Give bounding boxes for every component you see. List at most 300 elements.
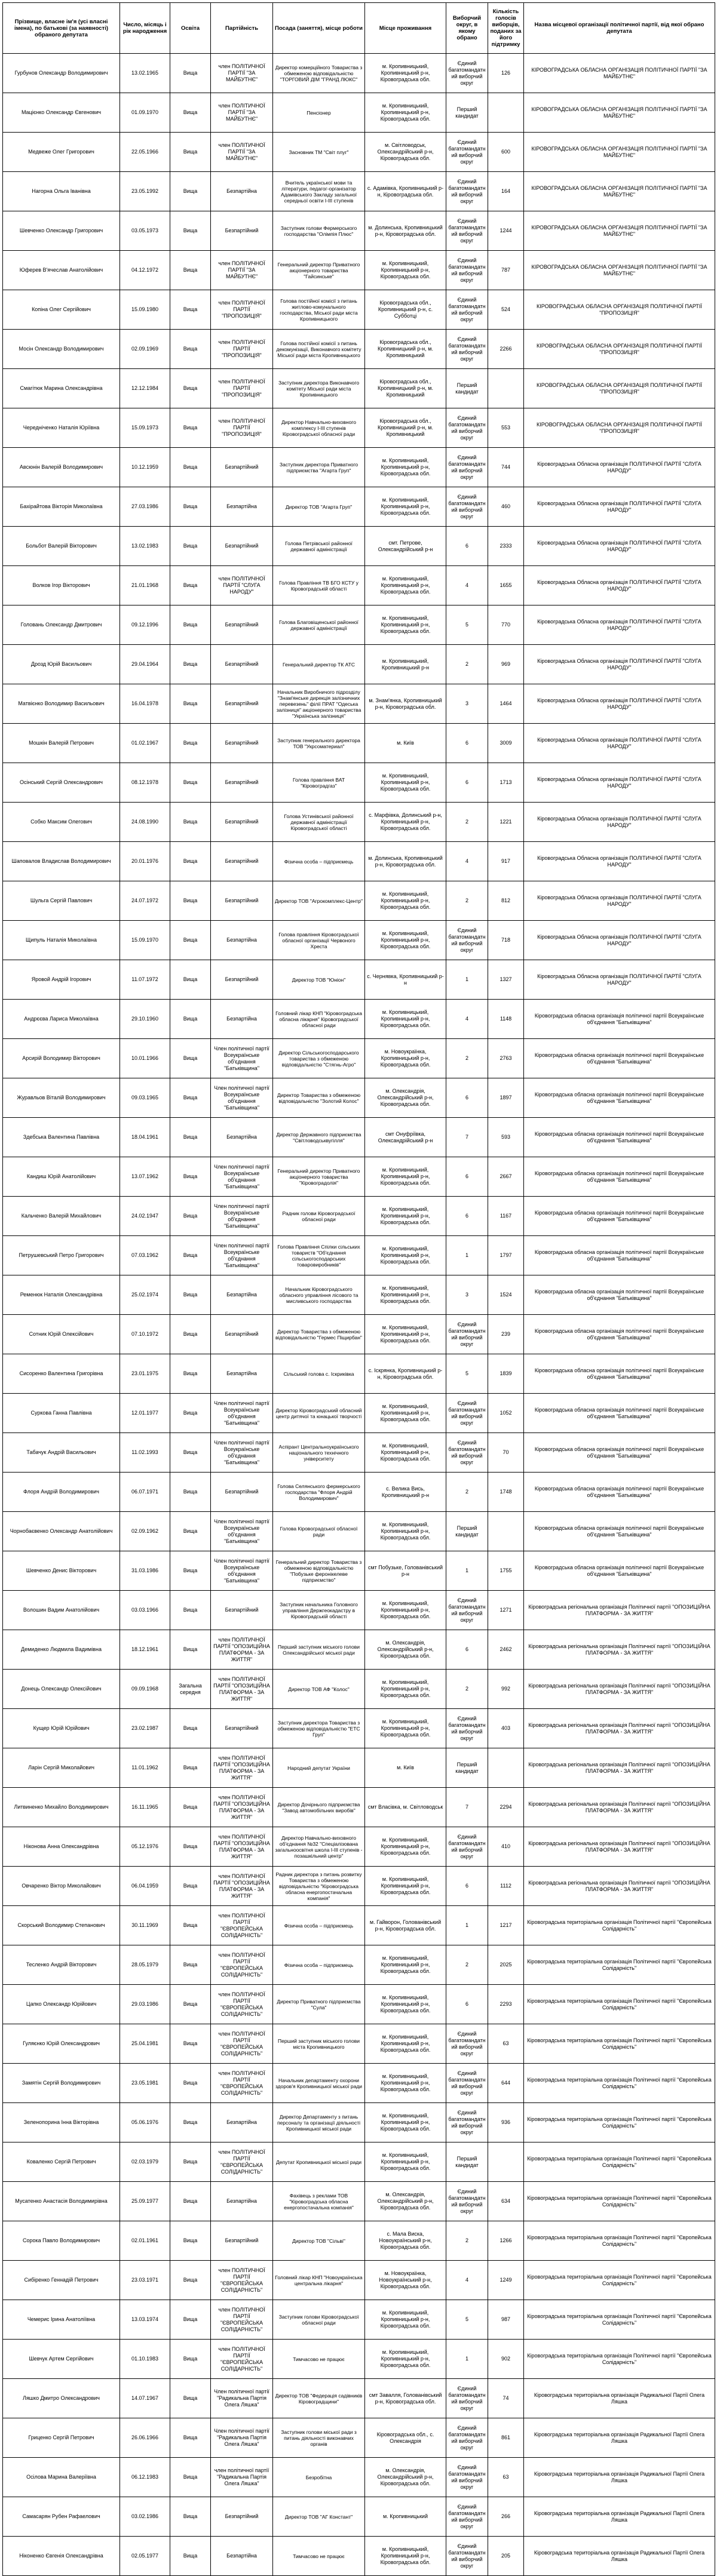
table-row	[3, 605, 715, 645]
table-row	[3, 2418, 715, 2458]
residence-cell: смт. Петрове, Олександрійський р-н	[365, 527, 446, 566]
education-cell: Вища	[170, 1275, 211, 1315]
residence-cell: м. Кропивницький, Кропивницький р-н, Кіровоградська обл.	[365, 1236, 446, 1275]
vote-count-cell: 1464	[488, 684, 524, 724]
party-membership-cell: член ПОЛІТИЧНОЇ ПАРТІЇ "ЗА МАЙБУТНЄ"	[211, 54, 273, 93]
position-cell: Голова Петрівської районної державної адміністрації	[273, 527, 365, 566]
party-organization-cell: Кіровоградська Обласна організація ПОЛІТИЧНОЇ ПАРТІЇ "СЛУГА НАРОДУ"	[524, 921, 715, 960]
electoral-district-cell: Єдиний багатомандатний виборчий округ	[446, 408, 488, 448]
education-cell: Вища	[170, 527, 211, 566]
party-membership-cell: Безпартійний	[211, 448, 273, 487]
party-organization-cell: Кіровоградська обласна організація політичної партії Всеукраїнське об'єднання "Батьківщина"	[524, 1157, 715, 1197]
electoral-district-cell: Єдиний багатомандатний виборчий округ	[446, 251, 488, 290]
electoral-district-cell: 2	[446, 881, 488, 921]
party-organization-cell: Кіровоградська обласна організація політичної партії Всеукраїнське об'єднання "Батьківщина"	[524, 1236, 715, 1275]
education-cell: Вища	[170, 1473, 211, 1512]
table-row	[3, 1788, 715, 1827]
table-row	[3, 842, 715, 881]
position-cell: Директор Товариства з обмеженою відповідальністю "Гермес Піщирбан"	[273, 1315, 365, 1354]
party-membership-cell: член ПОЛІТИЧНОЇ ПАРТІЇ "ЄВРОПЕЙСЬКА СОЛІДАРНІСТЬ"	[211, 2064, 273, 2103]
vote-count-cell: 63	[488, 2024, 524, 2064]
electoral-district-cell: Єдиний багатомандатний виборчий округ	[446, 290, 488, 330]
electoral-district-cell: 1	[446, 1906, 488, 1945]
birth-date-cell: 11.07.1972	[120, 960, 170, 1000]
table-row	[3, 1670, 715, 1709]
vote-count-cell: 1221	[488, 803, 524, 842]
table-row	[3, 1236, 715, 1275]
electoral-district-cell: 2	[446, 645, 488, 684]
party-organization-cell: КІРОВОГРАДСЬКА ОБЛАСНА ОРГАНІЗАЦІЯ ПОЛІТИЧНОЇ ПАРТІЇ "ПРОПОЗИЦІЯ"	[524, 408, 715, 448]
education-cell: Вища	[170, 1709, 211, 1748]
education-cell: Вища	[170, 1867, 211, 1906]
party-membership-cell: член ПОЛІТИЧНОЇ ПАРТІЇ "ЗА МАЙБУТНЄ"	[211, 251, 273, 290]
vote-count-cell: 403	[488, 1709, 524, 1748]
vote-count-cell: 969	[488, 645, 524, 684]
vote-count-cell: 2266	[488, 330, 524, 369]
position-cell: Директор Приватного підприємства "Сула"	[273, 1985, 365, 2024]
residence-cell: м. Кропивницький, Кропивницький р-н, Кіровоградська обл.	[365, 921, 446, 960]
party-membership-cell: Безпартійний	[211, 605, 273, 645]
vote-count-cell: 1713	[488, 763, 524, 803]
party-membership-cell: член ПОЛІТИЧНОЇ ПАРТІЇ "ОПОЗИЦІЙНА ПЛАТФОРМА - ЗА ЖИТТЯ"	[211, 1788, 273, 1827]
table-row	[3, 2340, 715, 2379]
table-row	[3, 2064, 715, 2103]
deputy-name-cell: Больбот Валерій Вікторович	[3, 527, 120, 566]
residence-cell: м. Кропивницький, Кропивницький р-н, Кіровоградська обл.	[365, 2300, 446, 2340]
residence-cell: Кіровоградська обл., Кропивницький р-н, м. Кропивницький	[365, 330, 446, 369]
table-row	[3, 54, 715, 93]
deputy-name-cell: Кальченко Валерій Михайлович	[3, 1197, 120, 1236]
party-organization-cell: Кіровоградська Обласна організація ПОЛІТИЧНОЇ ПАРТІЇ "СЛУГА НАРОДУ"	[524, 605, 715, 645]
electoral-district-cell: 6	[446, 1078, 488, 1118]
education-cell: Вища	[170, 1827, 211, 1867]
header-district: Виборчий округ, в якому обрано	[446, 3, 488, 54]
electoral-district-cell: 6	[446, 1630, 488, 1670]
deputy-name-cell: Дрозд Юрій Васильович	[3, 645, 120, 684]
residence-cell: смт Онуфріївка, Олександрійський р-н	[365, 1118, 446, 1157]
position-cell: Директор ТОВ "Сільві"	[273, 2221, 365, 2261]
electoral-district-cell: 6	[446, 1157, 488, 1197]
education-cell: Вища	[170, 290, 211, 330]
education-cell: Вища	[170, 2142, 211, 2182]
position-cell: Безробітна	[273, 2458, 365, 2497]
table-row	[3, 1039, 715, 1078]
birth-date-cell: 23.02.1987	[120, 1709, 170, 1748]
vote-count-cell: 1249	[488, 2261, 524, 2300]
position-cell: Голова постійної комісії з питань декомунізації, Виконавчого комітету Міської ради міста Кропивницького	[273, 330, 365, 369]
table-row	[3, 2182, 715, 2221]
party-membership-cell: член ПОЛІТИЧНОЇ ПАРТІЇ "ЄВРОПЕЙСЬКА СОЛІДАРНІСТЬ"	[211, 2300, 273, 2340]
electoral-district-cell: 6	[446, 763, 488, 803]
party-organization-cell: Кіровоградська територіальна організація Політичної партії "Європейська Солідарність"	[524, 2221, 715, 2261]
birth-date-cell: 05.06.1976	[120, 2103, 170, 2142]
vote-count-cell: 2763	[488, 1039, 524, 1078]
deputy-name-cell: Авсюнін Валерій Володимирович	[3, 448, 120, 487]
table-row	[3, 1000, 715, 1039]
party-membership-cell: Безпартійна	[211, 1275, 273, 1315]
party-membership-cell: Безпартійний	[211, 527, 273, 566]
residence-cell: м. Кропивницький, Кропивницький р-н, Кіровоградська обл.	[365, 54, 446, 93]
vote-count-cell: 1797	[488, 1236, 524, 1275]
education-cell: Вища	[170, 1039, 211, 1078]
party-organization-cell: Кіровоградська регіональна організація Політичної партії "ОПОЗИЦІЙНА ПЛАТФОРМА - ЗА ЖИТТЯ"	[524, 1748, 715, 1788]
table-row	[3, 1197, 715, 1236]
position-cell: Директор Державного підприємства "Світловодськвугілля"	[273, 1118, 365, 1157]
position-cell: Фізична особа – підприємець	[273, 842, 365, 881]
party-organization-cell: Кіровоградська територіальна організація Радикальної Партії Олега Ляшка	[524, 2418, 715, 2458]
birth-date-cell: 23.05.1981	[120, 2064, 170, 2103]
party-membership-cell: член ПОЛІТИЧНОЇ ПАРТІЇ "ЄВРОПЕЙСЬКА СОЛІДАРНІСТЬ"	[211, 1945, 273, 1985]
deputy-name-cell: Осілова Марина Валеріївна	[3, 2458, 120, 2497]
position-cell: Перший заступник міського голови Олександрійської міської ради	[273, 1630, 365, 1670]
deputy-name-cell: Замятін Сергій Володимирович	[3, 2064, 120, 2103]
education-cell: Вища	[170, 724, 211, 763]
party-membership-cell: член ПОЛІТИЧНОЇ ПАРТІЇ "ЗА МАЙБУТНЄ"	[211, 133, 273, 172]
birth-date-cell: 18.04.1961	[120, 1118, 170, 1157]
vote-count-cell: 553	[488, 408, 524, 448]
residence-cell: м. Кропивницький, Кропивницький р-н, Кіровоградська обл.	[365, 2064, 446, 2103]
education-cell: Вища	[170, 2379, 211, 2418]
party-organization-cell: Кіровоградська територіальна організація Радикальної Партії Олега Ляшка	[524, 2537, 715, 2576]
education-cell: Вища	[170, 2497, 211, 2537]
electoral-district-cell: 4	[446, 566, 488, 605]
vote-count-cell: 1271	[488, 1591, 524, 1630]
party-organization-cell: Кіровоградська територіальна організація Політичної партії "Європейська Солідарність"	[524, 1985, 715, 2024]
party-membership-cell: Безпартійний	[211, 881, 273, 921]
residence-cell: м. Знам'янка, Кропивницький р-н, Кіровоградська обл.	[365, 684, 446, 724]
birth-date-cell: 31.03.1986	[120, 1551, 170, 1591]
deputy-name-cell: Шевченко Олександр Григорович	[3, 211, 120, 251]
vote-count-cell	[488, 1512, 524, 1551]
birth-date-cell: 09.03.1965	[120, 1078, 170, 1118]
party-membership-cell: Безпартійна	[211, 2182, 273, 2221]
deputy-name-cell: Чередніченко Наталія Юріївна	[3, 408, 120, 448]
vote-count-cell: 2293	[488, 1985, 524, 2024]
party-organization-cell: Кіровоградська Обласна організація ПОЛІТИЧНОЇ ПАРТІЇ "СЛУГА НАРОДУ"	[524, 527, 715, 566]
deputy-name-cell: Осінський Сергій Олександрович	[3, 763, 120, 803]
birth-date-cell: 03.05.1973	[120, 211, 170, 251]
electoral-district-cell: 1	[446, 1551, 488, 1591]
party-organization-cell: Кіровоградська територіальна організація Політичної партії "Європейська Солідарність"	[524, 1906, 715, 1945]
residence-cell: Кіровоградська обл., Кропивницький р-н, м. Кропивницький	[365, 408, 446, 448]
table-row	[3, 763, 715, 803]
electoral-district-cell: 2	[446, 1473, 488, 1512]
party-organization-cell: Кіровоградська Обласна організація ПОЛІТИЧНОЇ ПАРТІЇ "СЛУГА НАРОДУ"	[524, 842, 715, 881]
education-cell: Вища	[170, 684, 211, 724]
electoral-district-cell: 2	[446, 1039, 488, 1078]
party-membership-cell: член ПОЛІТИЧНОЇ ПАРТІЇ "ПРОПОЗИЦІЯ"	[211, 408, 273, 448]
residence-cell: м. Кропивницький, Кропивницький р-н	[365, 645, 446, 684]
party-organization-cell: Кіровоградська обласна організація політичної партії Всеукраїнське об'єднання "Батьківщина"	[524, 1354, 715, 1394]
table-row	[3, 645, 715, 684]
electoral-district-cell: 7	[446, 1788, 488, 1827]
party-membership-cell: Безпартійна	[211, 2537, 273, 2576]
residence-cell: м. Кропивницький, Кропивницький р-н, Кіровоградська обл.	[365, 1394, 446, 1433]
birth-date-cell: 06.04.1959	[120, 1867, 170, 1906]
vote-count-cell: 410	[488, 1827, 524, 1867]
birth-date-cell: 25.09.1977	[120, 2182, 170, 2221]
party-membership-cell: Безпартійний	[211, 684, 273, 724]
party-organization-cell: Кіровоградська регіональна організація Політичної партії "ОПОЗИЦІЙНА ПЛАТФОРМА - ЗА ЖИТТЯ"	[524, 1591, 715, 1630]
position-cell: Радник голови Кіровоградської обласної ради	[273, 1197, 365, 1236]
party-organization-cell: Кіровоградська територіальна організація Політичної партії "Європейська Солідарність"	[524, 2064, 715, 2103]
party-membership-cell: Безпартійна	[211, 921, 273, 960]
position-cell: Директор ТОВ "Агарта Груп"	[273, 487, 365, 527]
residence-cell: м. Кропивницький, Кропивницький р-н, Кіровоградська обл.	[365, 448, 446, 487]
vote-count-cell: 164	[488, 172, 524, 211]
position-cell: Директор ТОВ "Агрокомплекс-Центр"	[273, 881, 365, 921]
deputy-name-cell: Ларін Сергій Миколайович	[3, 1748, 120, 1788]
party-membership-cell: Член політичної партії Всеукраїнське об'єднання "Батьківщина"	[211, 1433, 273, 1473]
deputy-name-cell: Ніконенко Євгенія Олександрівна	[3, 2537, 120, 2576]
party-organization-cell: КІРОВОГРАДСЬКА ОБЛАСНА ОРГАНІЗАЦІЯ ПОЛІТИЧНОЇ ПАРТІЇ "ЗА МАЙБУТНЄ"	[524, 54, 715, 93]
position-cell: Директор Дочірнього підприємства "Завод автомобільних виробів"	[273, 1788, 365, 1827]
vote-count-cell: 718	[488, 921, 524, 960]
education-cell: Вища	[170, 172, 211, 211]
deputy-name-cell: Сисоренко Валентина Григорівна	[3, 1354, 120, 1394]
deputy-name-cell: Зеленопорина Інна Вікторівна	[3, 2103, 120, 2142]
vote-count-cell: 239	[488, 1315, 524, 1354]
position-cell: Пенсіонер	[273, 93, 365, 133]
electoral-district-cell: 1	[446, 960, 488, 1000]
position-cell: Директор ТОВ "Федерація садівників Кіровоградщини"	[273, 2379, 365, 2418]
vote-count-cell: 1897	[488, 1078, 524, 1118]
table-row	[3, 1906, 715, 1945]
party-organization-cell: Кіровоградська регіональна організація Політичної партії "ОПОЗИЦІЙНА ПЛАТФОРМА - ЗА ЖИТТЯ"	[524, 1788, 715, 1827]
electoral-district-cell: Перший кандидат	[446, 369, 488, 408]
table-body	[3, 54, 715, 2576]
table-row	[3, 2024, 715, 2064]
party-membership-cell: член ПОЛІТИЧНОЇ ПАРТІЇ "ОПОЗИЦІЙНА ПЛАТФОРМА - ЗА ЖИТТЯ"	[211, 1867, 273, 1906]
party-membership-cell: член ПОЛІТИЧНОЇ ПАРТІЇ "ЄВРОПЕЙСЬКА СОЛІДАРНІСТЬ"	[211, 2142, 273, 2182]
vote-count-cell: 902	[488, 2340, 524, 2379]
residence-cell: м. Новоукраїнка, Кропивницький р-н, Кіровоградська обл.	[365, 1039, 446, 1078]
party-organization-cell: Кіровоградська Обласна організація ПОЛІТИЧНОЇ ПАРТІЇ "СЛУГА НАРОДУ"	[524, 803, 715, 842]
birth-date-cell: 03.03.1966	[120, 1591, 170, 1630]
birth-date-cell: 03.02.1986	[120, 2497, 170, 2537]
education-cell: Вища	[170, 645, 211, 684]
residence-cell: м. Кропивницький	[365, 2497, 446, 2537]
residence-cell: м. Кропивницький, Кропивницький р-н, Кіровоградська обл.	[365, 881, 446, 921]
deputy-name-cell: Чорнобаєвенко Олександр Анатолійович	[3, 1512, 120, 1551]
table-row	[3, 1433, 715, 1473]
position-cell: Депутат Кропивницької міської ради	[273, 2142, 365, 2182]
residence-cell: м. Кропивницький, Кропивницький р-н, Кіровоградська обл.	[365, 1867, 446, 1906]
electoral-district-cell: 3	[446, 1275, 488, 1315]
table-row	[3, 881, 715, 921]
party-organization-cell: Кіровоградська обласна організація політичної партії Всеукраїнське об'єднання "Батьківщина"	[524, 1275, 715, 1315]
table-row	[3, 1394, 715, 1433]
deputy-name-cell: Петрушевський Петро Григорович	[3, 1236, 120, 1275]
deputy-name-cell: Гриценко Сергій Петрович	[3, 2418, 120, 2458]
electoral-district-cell: Єдиний багатомандатний виборчий округ	[446, 2537, 488, 2576]
party-membership-cell: член ПОЛІТИЧНОЇ ПАРТІЇ "ЄВРОПЕЙСЬКА СОЛІДАРНІСТЬ"	[211, 2340, 273, 2379]
electoral-district-cell: 4	[446, 2261, 488, 2300]
position-cell: Генеральний директор ТК АТС	[273, 645, 365, 684]
party-membership-cell: Безпартійна	[211, 172, 273, 211]
party-membership-cell: Член політичної партії "Радикальна Партія Олега Ляшка"	[211, 2379, 273, 2418]
electoral-district-cell: 6	[446, 724, 488, 763]
residence-cell: м. Кропивницький, Кропивницький р-н, Кіровоградська обл.	[365, 1985, 446, 2024]
party-membership-cell: Безпартійний	[211, 1709, 273, 1748]
position-cell: Начальник департаменту охорони здоров'я Кропивницької міської ради	[273, 2064, 365, 2103]
party-organization-cell: Кіровоградська обласна організація політичної партії Всеукраїнське об'єднання "Батьківщина"	[524, 1315, 715, 1354]
party-membership-cell: член ПОЛІТИЧНОЇ ПАРТІЇ "ПРОПОЗИЦІЯ"	[211, 290, 273, 330]
party-organization-cell: Кіровоградська територіальна організація Політичної партії "Європейська Солідарність"	[524, 2340, 715, 2379]
birth-date-cell: 21.01.1968	[120, 566, 170, 605]
table-row	[3, 921, 715, 960]
electoral-district-cell: Єдиний багатомандатний виборчий округ	[446, 211, 488, 251]
position-cell: Заступник директора Товариства з обмеженою відповідальністю "ЕТС Груп"	[273, 1709, 365, 1748]
birth-date-cell: 16.04.1978	[120, 684, 170, 724]
birth-date-cell: 29.10.1960	[120, 1000, 170, 1039]
party-organization-cell: Кіровоградська територіальна організація Політичної партії "Європейська Солідарність"	[524, 2261, 715, 2300]
birth-date-cell: 23.05.1992	[120, 172, 170, 211]
deputy-name-cell: Арсирій Володимир Вікторович	[3, 1039, 120, 1078]
residence-cell: м. Кропивницький, Кропивницький р-н, Кіровоградська обл.	[365, 1709, 446, 1748]
position-cell: Директор Кіровоградський обласний центр дитячої та юнацької творчості	[273, 1394, 365, 1433]
deputy-name-cell: Кущер Юрій Юрійович	[3, 1709, 120, 1748]
deputy-name-cell: Гурбунов Олександр Володимирович	[3, 54, 120, 93]
party-membership-cell: член ПОЛІТИЧНОЇ ПАРТІЇ "ОПОЗИЦІЙНА ПЛАТФОРМА - ЗА ЖИТТЯ"	[211, 1630, 273, 1670]
education-cell: Вища	[170, 369, 211, 408]
deputy-name-cell: Медвеже Олег Григорович	[3, 133, 120, 172]
party-membership-cell: Безпартійний	[211, 645, 273, 684]
position-cell: Заступник голови міської ради з питань діяльності виконавчих органів	[273, 2418, 365, 2458]
deputy-name-cell: Ніконова Анна Олександрівна	[3, 1827, 120, 1867]
electoral-district-cell: Єдиний багатомандатний виборчий округ	[446, 1827, 488, 1867]
deputy-name-cell: Донець Олександр Олексійович	[3, 1670, 120, 1709]
education-cell: Вища	[170, 1000, 211, 1039]
residence-cell: м. Гайворон, Голованівський р-н, Кіровоградська обл.	[365, 1906, 446, 1945]
vote-count-cell: 1327	[488, 960, 524, 1000]
birth-date-cell: 06.07.1971	[120, 1473, 170, 1512]
residence-cell: с. Іскрянка, Кропивницький р-н, Кіровоградська обл.	[365, 1354, 446, 1394]
table-row	[3, 1512, 715, 1551]
electoral-district-cell: Єдиний багатомандатний виборчий округ	[446, 487, 488, 527]
deputy-name-cell: Шаповалов Владислав Володимирович	[3, 842, 120, 881]
electoral-district-cell: 6	[446, 1197, 488, 1236]
party-membership-cell: Безпартійна	[211, 1118, 273, 1157]
deputy-name-cell: Ременюк Наталія Олександрівна	[3, 1275, 120, 1315]
education-cell: Вища	[170, 842, 211, 881]
residence-cell: м. Кропивницький, Кропивницький р-н, Кіровоградська обл.	[365, 1157, 446, 1197]
position-cell: Заступник директора Приватного підприємства "Агарта Груп"	[273, 448, 365, 487]
birth-date-cell: 24.07.1972	[120, 881, 170, 921]
birth-date-cell: 25.02.1974	[120, 1275, 170, 1315]
party-organization-cell: Кіровоградська обласна організація політичної партії Всеукраїнське об'єднання "Батьківщина"	[524, 1078, 715, 1118]
party-membership-cell: Член політичної партії Всеукраїнське об'єднання "Батьківщина"	[211, 1551, 273, 1591]
vote-count-cell: 2294	[488, 1788, 524, 1827]
party-organization-cell: КІРОВОГРАДСЬКА ОБЛАСНА ОРГАНІЗАЦІЯ ПОЛІТИЧНОЇ ПАРТІЇ "ЗА МАЙБУТНЄ"	[524, 251, 715, 290]
electoral-district-cell: Єдиний багатомандатний виборчий округ	[446, 2064, 488, 2103]
party-organization-cell: Кіровоградська обласна організація політичної партії Всеукраїнське об'єднання "Батьківщина"	[524, 1473, 715, 1512]
table-row	[3, 369, 715, 408]
birth-date-cell: 01.02.1967	[120, 724, 170, 763]
electoral-district-cell: Єдиний багатомандатний виборчий округ	[446, 1433, 488, 1473]
birth-date-cell: 30.11.1969	[120, 1906, 170, 1945]
vote-count-cell: 1266	[488, 2221, 524, 2261]
vote-count-cell: 1112	[488, 1867, 524, 1906]
education-cell: Вища	[170, 93, 211, 133]
position-cell: Директор Навчально-виховного комплексу І-ІІІ ступенів Кіровоградської обласної ради	[273, 408, 365, 448]
party-organization-cell: Кіровоградська Обласна організація ПОЛІТИЧНОЇ ПАРТІЇ "СЛУГА НАРОДУ"	[524, 763, 715, 803]
table-row	[3, 1748, 715, 1788]
position-cell: Радник директора з питань розвитку Товариства з обмеженою відповідальністю "Кіровоградська обласна енергопостачальна компанія"	[273, 1867, 365, 1906]
deputy-name-cell: Матвієнко Володимир Васильович	[3, 684, 120, 724]
birth-date-cell: 15.09.1980	[120, 290, 170, 330]
birth-date-cell: 08.12.1978	[120, 763, 170, 803]
party-membership-cell: Безпартійний	[211, 724, 273, 763]
education-cell: Вища	[170, 1157, 211, 1197]
table-row	[3, 1945, 715, 1985]
vote-count-cell: 1217	[488, 1906, 524, 1945]
table-row	[3, 1473, 715, 1512]
party-organization-cell: Кіровоградська територіальна організація Радикальної Партії Олега Ляшка	[524, 2458, 715, 2497]
header-party-organization: Назва місцевої організації політичної партії, від якої обрано депутата	[524, 3, 715, 54]
residence-cell: м. Кропивницький, Кропивницький р-н, Кіровоградська обл.	[365, 2103, 446, 2142]
vote-count-cell: 2462	[488, 1630, 524, 1670]
education-cell: Вища	[170, 2221, 211, 2261]
position-cell: Фізична особа – підприємець	[273, 1945, 365, 1985]
education-cell: Вища	[170, 1906, 211, 1945]
party-membership-cell: Член політичної партії Всеукраїнське об'єднання "Батьківщина"	[211, 1236, 273, 1275]
party-membership-cell: Член політичної партії Всеукраїнське об'єднання "Батьківщина"	[211, 1197, 273, 1236]
table-row	[3, 1827, 715, 1867]
education-cell: Вища	[170, 1118, 211, 1157]
party-organization-cell: Кіровоградська Обласна організація ПОЛІТИЧНОЇ ПАРТІЇ "СЛУГА НАРОДУ"	[524, 724, 715, 763]
position-cell: Директор Департаменту з питань персоналу та організації діяльності Кропивницької міської ради	[273, 2103, 365, 2142]
table-row	[3, 487, 715, 527]
table-row	[3, 1275, 715, 1315]
birth-date-cell: 24.08.1990	[120, 803, 170, 842]
vote-count-cell: 1244	[488, 211, 524, 251]
table-row	[3, 1354, 715, 1394]
electoral-district-cell: Єдиний багатомандатний виборчий округ	[446, 172, 488, 211]
party-organization-cell: Кіровоградська Обласна організація ПОЛІТИЧНОЇ ПАРТІЇ "СЛУГА НАРОДУ"	[524, 881, 715, 921]
party-membership-cell: Член політичної партії Всеукраїнське об'єднання "Батьківщина"	[211, 1394, 273, 1433]
vote-count-cell: 917	[488, 842, 524, 881]
vote-count-cell: 1167	[488, 1197, 524, 1236]
birth-date-cell: 12.01.1977	[120, 1394, 170, 1433]
education-cell: Вища	[170, 133, 211, 172]
residence-cell: м. Кропивницький, Кропивницький р-н, Кіровоградська обл.	[365, 1827, 446, 1867]
birth-date-cell: 29.04.1964	[120, 645, 170, 684]
vote-count-cell: 1524	[488, 1275, 524, 1315]
vote-count-cell: 593	[488, 1118, 524, 1157]
vote-count-cell: 3009	[488, 724, 524, 763]
residence-cell: м. Олександрія, Олександрійський р-н, Кіровоградська обл.	[365, 2458, 446, 2497]
table-row	[3, 1867, 715, 1906]
education-cell: Вища	[170, 921, 211, 960]
table-row	[3, 527, 715, 566]
position-cell: Голова Устинівської районної державної адміністрації Кіровоградської області	[273, 803, 365, 842]
position-cell: Засновник ТМ "Світ плуг"	[273, 133, 365, 172]
residence-cell: м. Кропивницький, Кропивницький р-н, Кіровоградська обл.	[365, 2142, 446, 2182]
education-cell: Вища	[170, 2300, 211, 2340]
electoral-district-cell: 5	[446, 2300, 488, 2340]
birth-date-cell: 11.01.1962	[120, 1748, 170, 1788]
vote-count-cell: 787	[488, 251, 524, 290]
table-row	[3, 684, 715, 724]
party-membership-cell: Член політичної партії Всеукраїнське об'єднання "Батьківщина"	[211, 1078, 273, 1118]
table-row	[3, 566, 715, 605]
vote-count-cell: 63	[488, 2458, 524, 2497]
position-cell: Аспірант Центральноукраїнського національного технічного університету	[273, 1433, 365, 1473]
table-row	[3, 251, 715, 290]
education-cell: Вища	[170, 2537, 211, 2576]
position-cell: Заступник голови Фермерського господарства "Олімпія Плюс"	[273, 211, 365, 251]
